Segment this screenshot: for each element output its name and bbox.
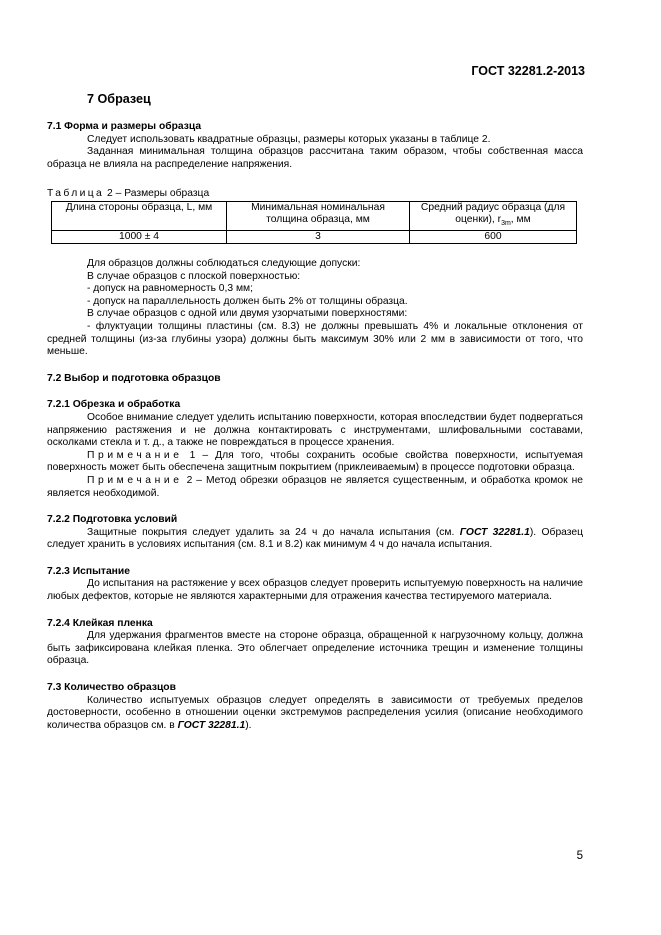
cell-min-thickness: 3: [227, 231, 410, 244]
header-mean-radius-unit: , мм: [510, 213, 531, 225]
heading-7-2: 7.2 Выбор и подготовка образцов: [47, 372, 221, 384]
paragraph-7-2-1: Особое внимание следует уделить испытанию поверхности, которая впоследствии будет подвергаться напряжению растяжения и не должна контактировать с инструментами, шлифовальными составами, осколками стекла и т. д., а также не повреждаться в процессе хранения.: [47, 411, 583, 449]
heading-7-1: 7.1 Форма и размеры образца: [47, 121, 202, 132]
header-mean-radius-sub: 3m: [501, 220, 511, 228]
dimensions-table: [51, 201, 577, 244]
table-caption-text: 2 – Размеры образца: [104, 188, 210, 200]
note-1: [47, 450, 583, 475]
table-header-row: [52, 201, 577, 230]
header-mean-radius: [410, 201, 577, 230]
note-2-text: 2 – Метод обрезки образцов не является существенным, и обработка кромок не является необходимой.: [47, 474, 583, 499]
tolerances-flat-case: В случае образцов с плоской поверхностью:: [87, 270, 301, 282]
section-title: 7 Образец: [87, 92, 151, 106]
note-2: [47, 475, 583, 500]
paragraph-7-3-a: Количество испытуемых образцов следует определять в зависимости от требуемых пределов достоверности, особенно в отношении оценки экстремумов распределения усилия (описание необходимого количества образцов см. в: [47, 694, 583, 731]
paragraph-7-2-2-a: Защитные покрытия следует удалить за 24 ч до начала испытания (см.: [87, 526, 460, 538]
paragraph-7-2-3: До испытания на растяжение у всех образцов следует проверить испытуемую поверхность на наличие любых дефектов, которые не являются характерными для отражения качества тестируемого материала.: [47, 578, 583, 603]
cell-mean-radius: 600: [410, 231, 577, 244]
table-caption-label: Таблица: [47, 188, 105, 200]
gost-reference: ГОСТ 32281.1: [177, 719, 246, 731]
paragraph-7-2-2: [47, 527, 583, 552]
page-number: 5: [576, 850, 583, 862]
heading-7-3: 7.3 Количество образцов: [47, 682, 176, 694]
tolerance-parallelism: - допуск на параллельность должен быть 2% от толщины образца.: [87, 295, 408, 307]
document-number: ГОСТ 32281.2-2013: [471, 64, 585, 78]
cell-side-length: 1000 ± 4: [52, 231, 227, 244]
header-min-thickness: Минимальная номинальная толщина образца, мм: [227, 201, 410, 230]
note-1-text: 1 – Для того, чтобы сохранить особые свойства поверхности, испытуемая поверхность может быть обеспечена защитным покрытием (приклеиваемым) в процессе подготовки образца.: [47, 449, 583, 474]
table-row: [52, 231, 577, 244]
heading-7-2-3: 7.2.3 Испытание: [47, 565, 130, 577]
tolerances-intro: Для образцов должны соблюдаться следующие допуски:: [87, 258, 361, 270]
note-1-label: Примечание: [87, 449, 183, 461]
paragraph-7-3-b: ).: [245, 719, 252, 731]
heading-7-2-1: 7.2.1 Обрезка и обработка: [47, 399, 181, 411]
tolerance-flatness: - допуск на равномерность 0,3 мм;: [87, 283, 253, 295]
paragraph-7-3: [47, 695, 583, 733]
paragraph-7-1-b: Заданная минимальная толщина образцов рассчитана таким образом, чтобы собственная масса образца не влияла на распределение напряжения.: [47, 146, 583, 170]
heading-7-2-2: 7.2.2 Подготовка условий: [47, 514, 178, 526]
header-side-length: Длина стороны образца, L, мм: [52, 201, 227, 230]
paragraph-7-2-2-b: ). Образец следует хранить в условиях испытания (см. 8.1 и 8.2) как минимум 4 ч до начала испытания.: [47, 526, 584, 551]
heading-7-2-4: 7.2.4 Клейкая пленка: [47, 617, 153, 629]
paragraph-7-1-a: Следует использовать квадратные образцы, размеры которых указаны в таблице 2.: [87, 133, 491, 145]
tolerance-fluctuation: - флуктуации толщины пластины (см. 8.3) не должны превышать 4% и локальные отклонения от средней толщины (из-за глубины узора) должны быть максимум 30% или 2 мм в зависимости от того, что меньше.: [47, 320, 583, 358]
header-mean-radius-main: Средний радиус образца (для оценки), r: [420, 201, 566, 225]
gost-reference: ГОСТ 32281.1: [459, 526, 530, 538]
paragraph-7-2-4: Для удержания фрагментов вместе на стороне образца, обращенной к нагрузочному кольцу, должна быть зафиксирована клейкая пленка. Это облегчает определение источника трещин и изменение толщины образца.: [47, 630, 583, 667]
page-content: [47, 88, 583, 732]
note-2-label: Примечание: [87, 474, 183, 486]
tolerances-patterned-case: В случае образцов с одной или двумя узорчатыми поверхностями:: [87, 308, 408, 320]
table-caption: [47, 188, 583, 201]
